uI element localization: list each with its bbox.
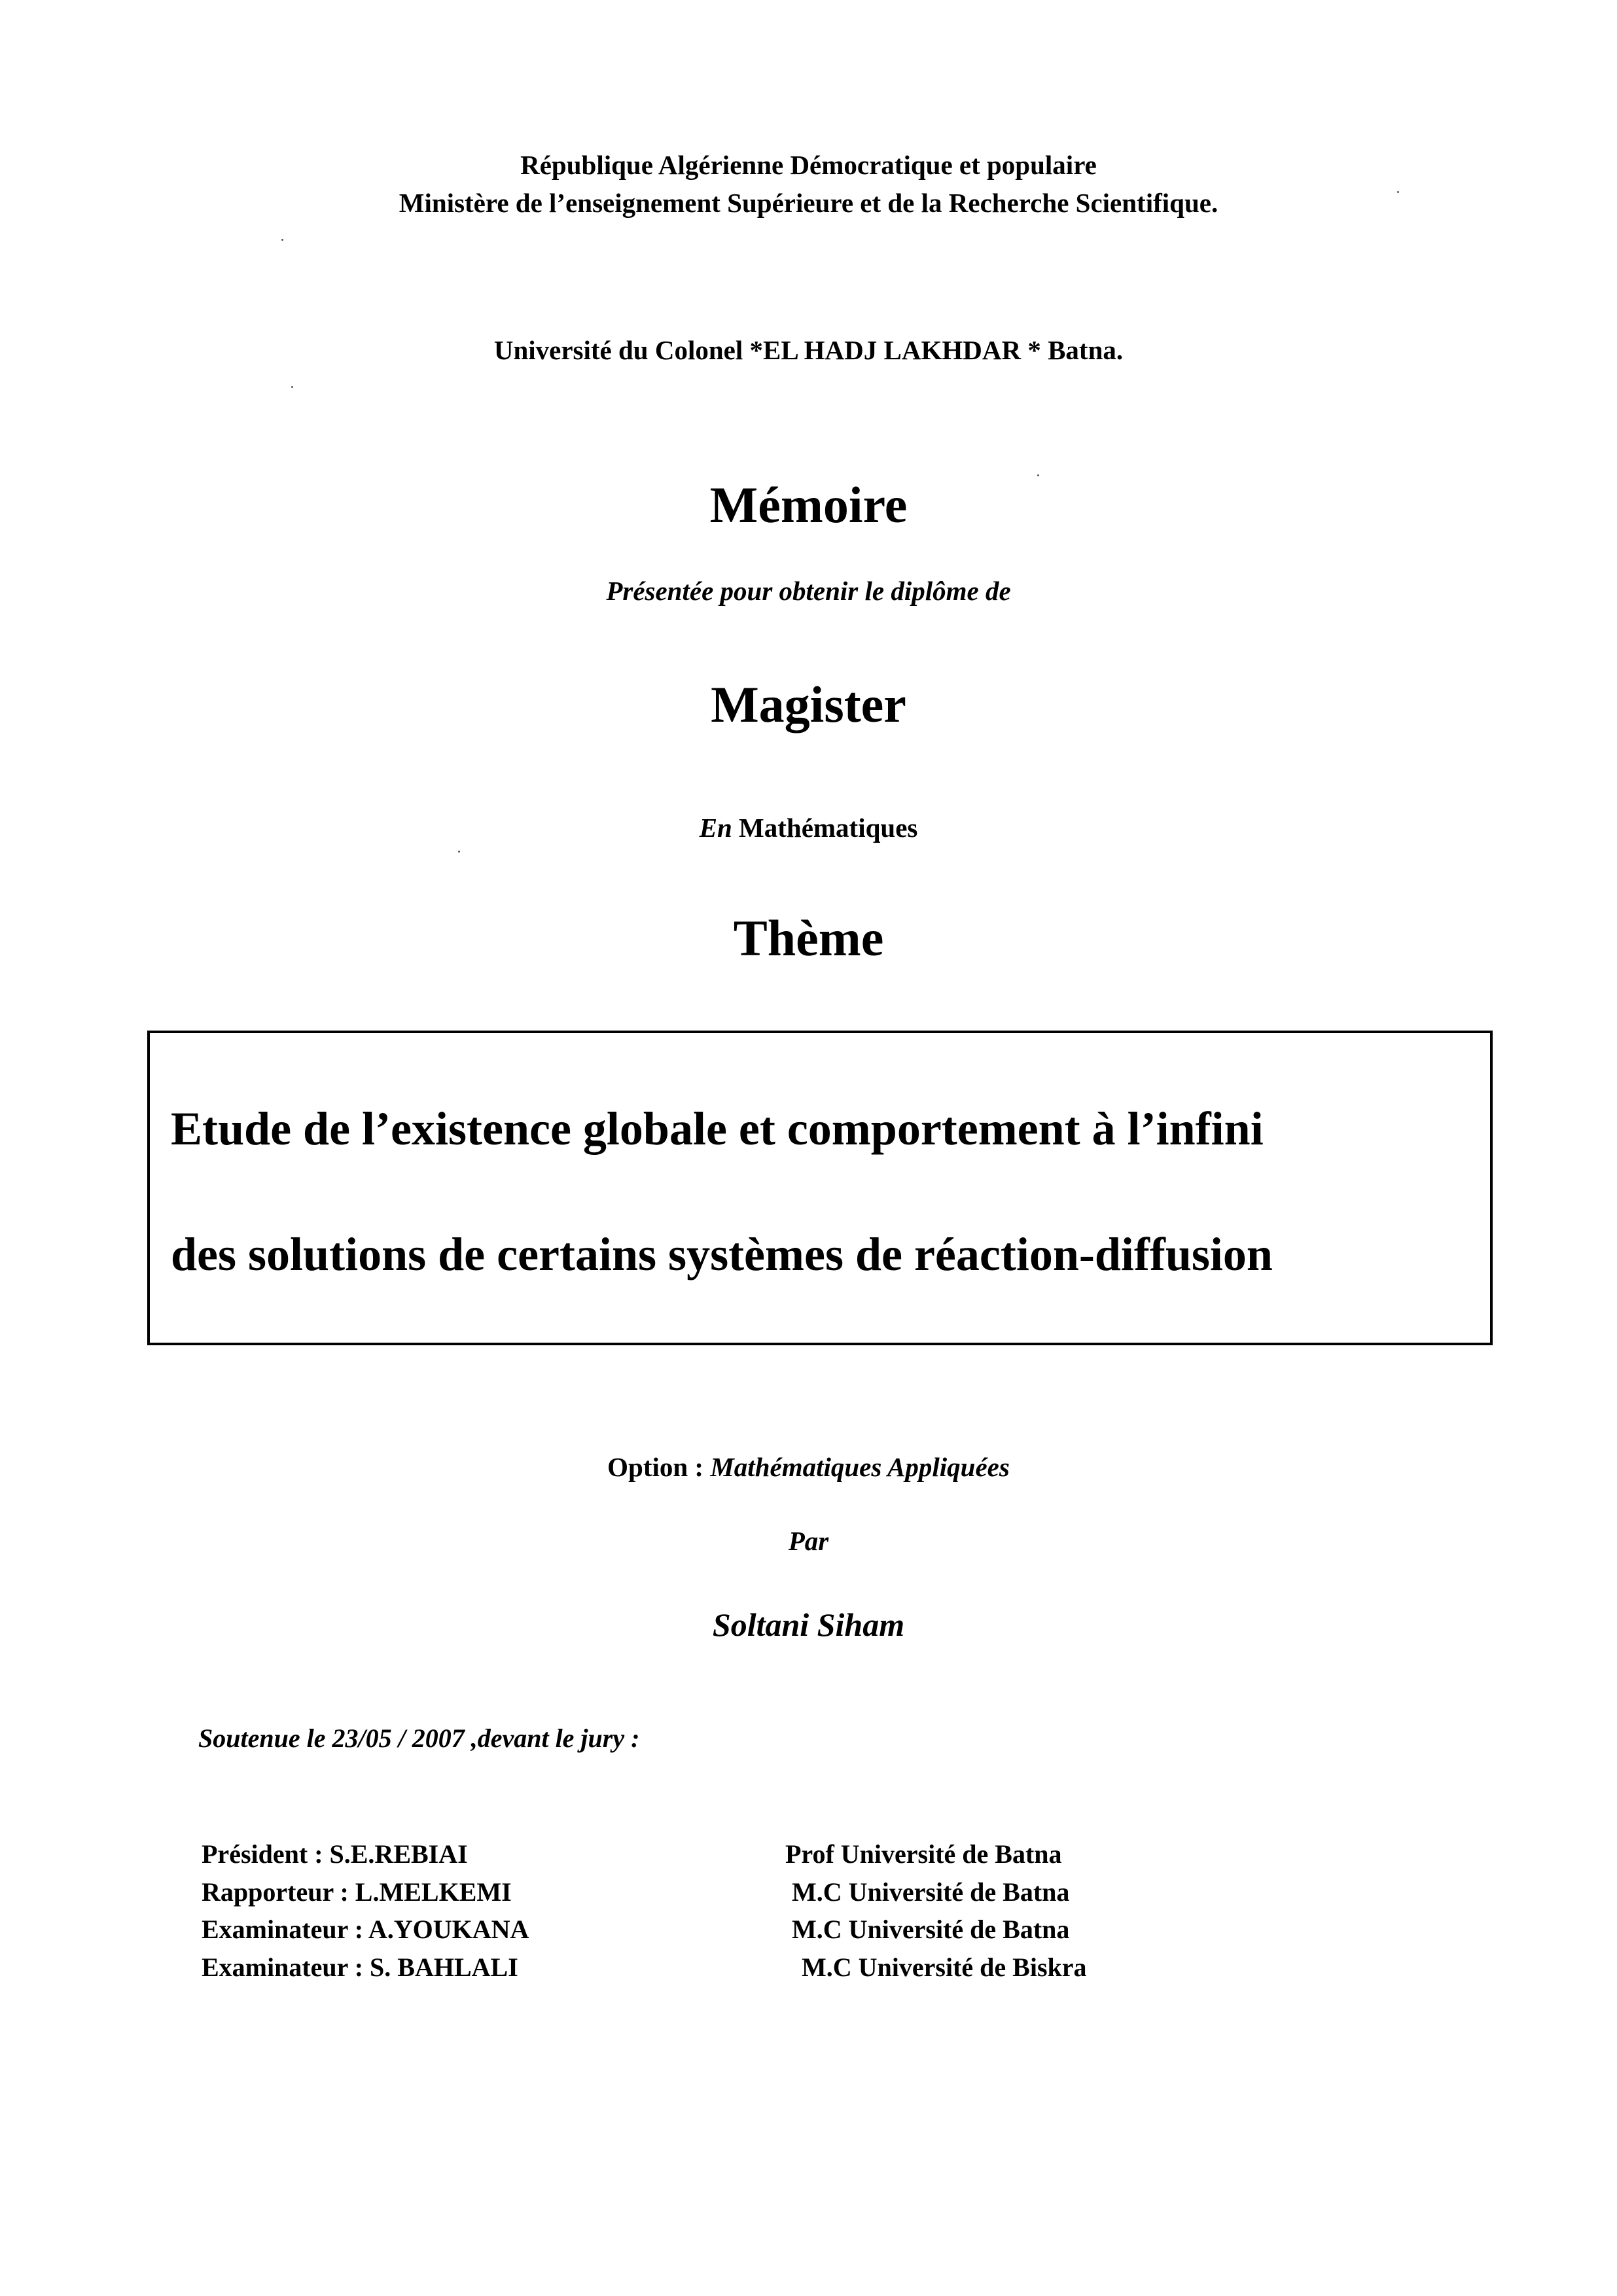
presented-for: Présentée pour obtenir le diplôme de (606, 576, 1011, 606)
jury-member-3-name: Examinateur : A.YOUKANA (202, 1915, 529, 1944)
jury-member-2-affiliation: M.C Université de Batna (792, 1877, 1070, 1907)
par-label: Par (788, 1526, 829, 1556)
jury-member-4-name: Examinateur : S. BAHLALI (202, 1952, 518, 1982)
theme-box (147, 1031, 1493, 1345)
degree-title: Magister (711, 676, 906, 733)
author-name: Soltani Siham (712, 1606, 905, 1643)
field-prefix: En (699, 813, 732, 843)
scan-speck (291, 386, 293, 388)
theme-line-2: des solutions de certains systèmes de réaction-diffusion (171, 1228, 1273, 1280)
memoire-title: Mémoire (709, 476, 908, 533)
theme-label: Thème (733, 910, 884, 966)
defense-line: Soutenue le 23/05 / 2007 ,devant le jury : (198, 1723, 640, 1753)
jury-member-1-affiliation: Prof Université de Batna (785, 1839, 1062, 1869)
jury-member-2-name: Rapporteur : L.MELKEMI (202, 1877, 512, 1907)
header-republic: République Algérienne Démocratique et populaire (520, 150, 1097, 180)
header-ministry: Ministère de l’enseignement Supérieure et de la Recherche Scientifique. (399, 188, 1218, 218)
theme-line-1: Etude de l’existence globale et comportement à l’infini (171, 1103, 1264, 1155)
scan-speck (281, 239, 283, 241)
jury-member-4-affiliation: M.C Université de Biskra (802, 1952, 1087, 1982)
jury-member-1-name: Président : S.E.REBIAI (202, 1839, 468, 1869)
option-value: Mathématiques Appliquées (710, 1452, 1010, 1482)
scan-speck (1397, 191, 1399, 193)
option-label: Option : (607, 1452, 704, 1482)
jury-member-3-affiliation: M.C Université de Batna (792, 1915, 1070, 1944)
university-name: Université du Colonel *EL HADJ LAKHDAR * Batna. (493, 335, 1124, 365)
field-line (0, 815, 1617, 841)
field-name: Mathématiques (739, 813, 918, 843)
scan-speck (458, 851, 460, 853)
option-line (0, 1454, 1617, 1481)
scan-speck (1037, 474, 1039, 476)
